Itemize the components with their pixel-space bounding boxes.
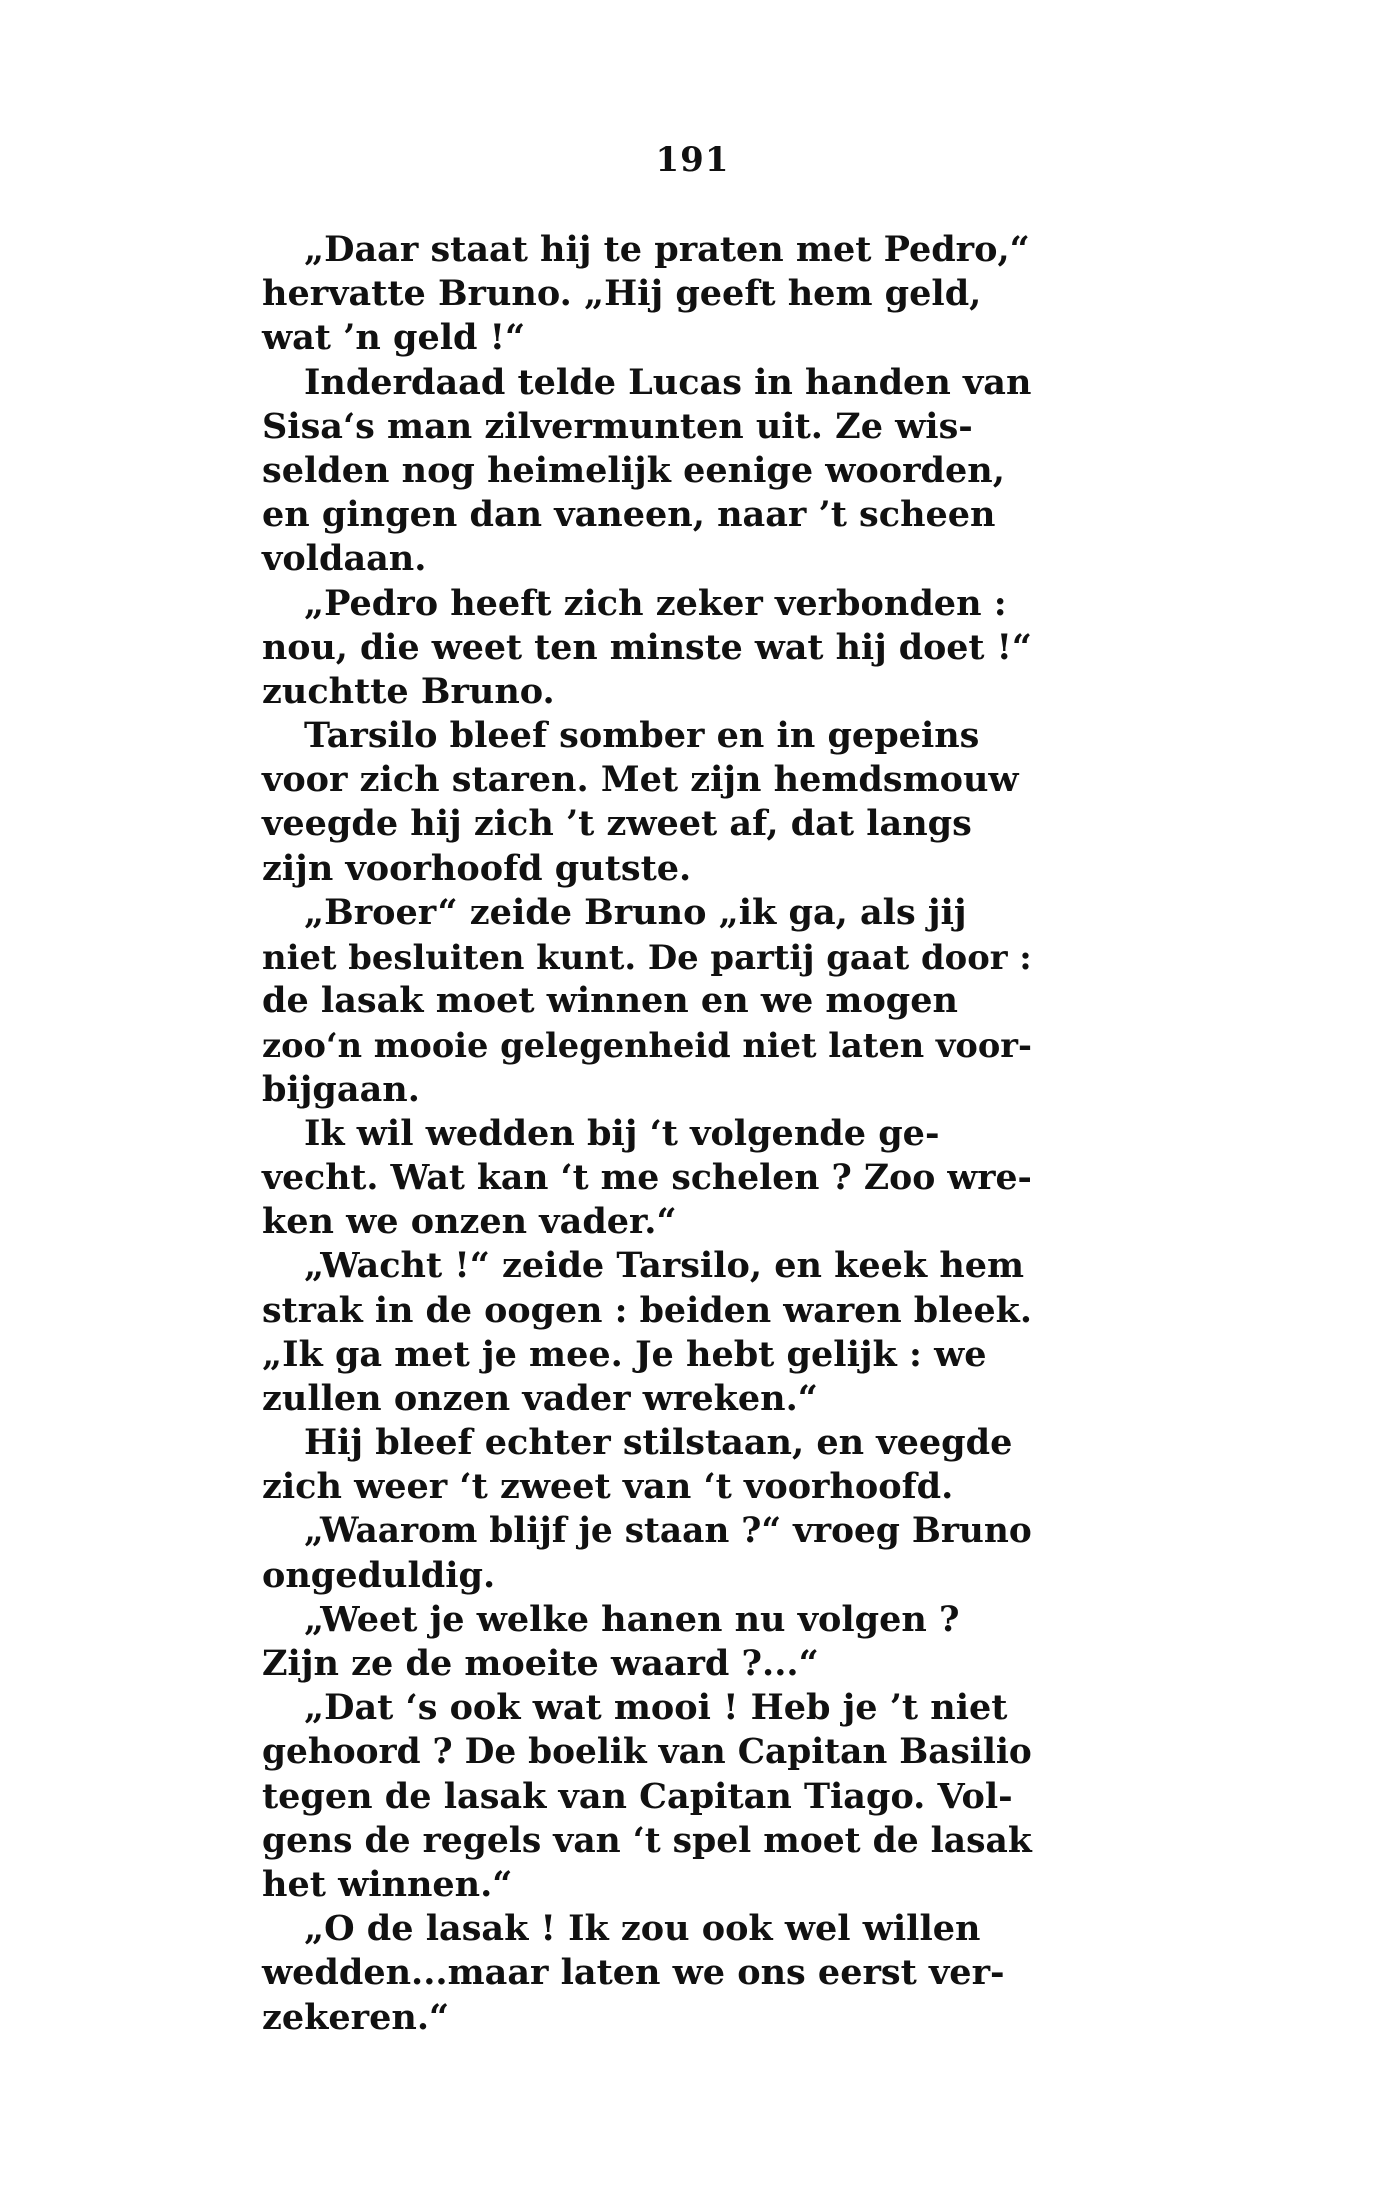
- text-line: Zijn ze de moeite waard ?...“: [262, 1643, 819, 1684]
- text-line: „Ik ga met je mee. Je hebt gelijk : we: [262, 1333, 987, 1375]
- page-number: 191: [655, 140, 730, 180]
- text-line: „Broer“ zeide Bruno „ik ga, als jij: [304, 891, 967, 933]
- text-line: Inderdaad telde Lucas in handen van: [304, 361, 1032, 403]
- text-line: „Dat ‘s ook wat mooi ! Heb je ’t niet: [304, 1687, 1008, 1729]
- text-line: „Pedro heeft zich zeker verbonden :: [304, 582, 1007, 624]
- text-line: veegde hij zich ’t zweet af, dat langs: [262, 803, 972, 845]
- text-line: strak in de oogen : beiden waren bleek.: [262, 1289, 1032, 1331]
- text-line: ongeduldig.: [262, 1554, 496, 1596]
- text-line: wat ’n geld !“: [262, 317, 526, 359]
- text-line: „O de lasak ! Ik zou ook wel willen: [304, 1908, 981, 1950]
- text-line: zich weer ‘t zweet van ‘t voorhoofd.: [262, 1466, 954, 1508]
- text-line: Hij bleef echter stilstaan, en veegde: [304, 1422, 1013, 1464]
- text-line: „Weet je welke hanen nu volgen ?: [304, 1598, 960, 1640]
- text-line: gehoord ? De boelik van Capitan Basilio: [262, 1732, 1032, 1773]
- text-line: voor zich staren. Met zijn hemdsmouw: [262, 759, 1019, 801]
- text-line: vecht. Wat kan ‘t me schelen ? Zoo wre-: [262, 1156, 1032, 1198]
- text-line: Ik wil wedden bij ‘t volgende ge-: [304, 1112, 940, 1154]
- text-line: ken we onzen vader.“: [262, 1201, 677, 1243]
- text-line: zoo‘n mooie gelegenheid niet laten voor-: [262, 1025, 1032, 1066]
- body-text: [262, 228, 1032, 2040]
- text-line: bijgaan.: [262, 1068, 420, 1110]
- text-line: zullen onzen vader wreken.“: [262, 1377, 818, 1419]
- text-line: de lasak moet winnen en we mogen: [262, 980, 958, 1022]
- text-line: gens de regels van ‘t spel moet de lasak: [262, 1820, 1032, 1861]
- text-line: Sisa‘s man zilvermunten uit. Ze wis-: [262, 405, 973, 447]
- text-line: zijn voorhoofd gutste.: [262, 847, 692, 889]
- text-line: „Wacht !“ zeide Tarsilo, en keek hem: [304, 1245, 1025, 1287]
- text-line: hervatte Bruno. „Hij geeft hem geld,: [262, 273, 982, 315]
- text-line: nou, die weet ten minste wat hij doet !“: [262, 626, 1032, 668]
- text-line: selden nog heimelijk eenige woorden,: [262, 449, 1005, 491]
- text-line: zuchtte Bruno.: [262, 670, 555, 712]
- text-line: tegen de lasak van Capitan Tiago. Vol-: [262, 1775, 1013, 1817]
- text-line: „Daar staat hij te praten met Pedro,“: [304, 229, 1030, 270]
- text-line: „Waarom blijf je staan ?“ vroeg Bruno: [304, 1511, 1032, 1552]
- text-line: wedden...maar laten we ons eerst ver-: [262, 1952, 1005, 1994]
- text-line: en gingen dan vaneen, naar ’t scheen: [262, 494, 996, 536]
- text-line: het winnen.“: [262, 1863, 513, 1905]
- text-line: Tarsilo bleef somber en in gepeins: [304, 715, 980, 757]
- text-line: niet besluiten kunt. De partij gaat door :: [262, 937, 1032, 977]
- text-line: zekeren.“: [262, 1996, 450, 2038]
- text-line: voldaan.: [262, 538, 427, 580]
